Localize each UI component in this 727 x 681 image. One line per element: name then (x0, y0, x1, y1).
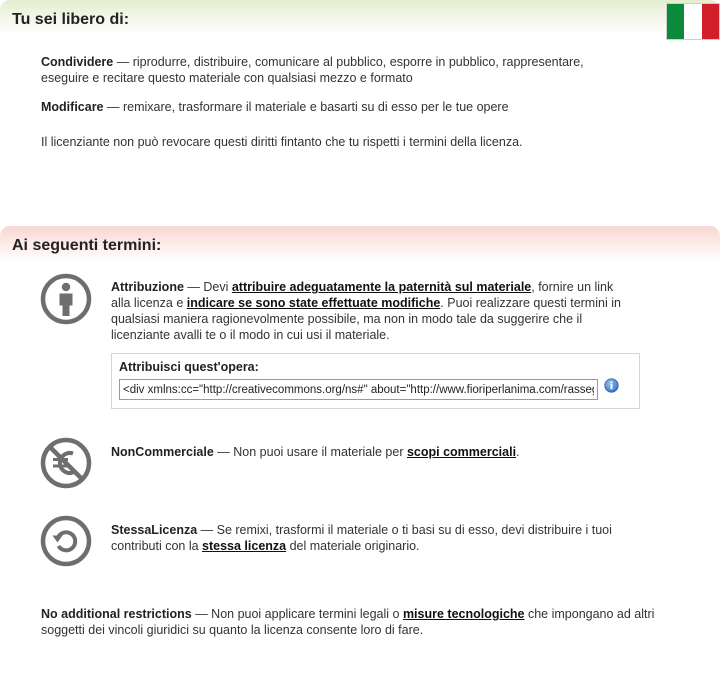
adapt-paragraph (41, 99, 641, 115)
same-license-link[interactable]: stessa licenza (202, 539, 287, 553)
sharealike-paragraph (111, 522, 651, 554)
attribution-link[interactable]: attribuire adeguatamente la paternità sul materiale (231, 280, 532, 294)
attribute-work-label: Attribuisci quest'opera: (119, 360, 259, 374)
share-text: — riprodurre, distribuire, comunicare al pubblico, esporre in pubblico, rappresentare, eseguire e recitare questo materiale con qualsiasi mezzo e formato (41, 55, 584, 85)
indicate-changes-link[interactable]: indicare se sono state effettuate modifiche (186, 296, 441, 310)
commercial-purposes-link[interactable]: scopi commerciali (406, 445, 517, 459)
freedoms-heading: Tu sei libero di: (12, 11, 130, 28)
sharealike-text-1: — Se remixi, trasformi il materiale o ti basi su di esso, devi distribuire i tuoi contributi con la (111, 523, 612, 553)
share-paragraph (41, 54, 621, 86)
noncommercial-paragraph (111, 444, 631, 460)
share-alike-icon (40, 515, 92, 567)
terms-heading: Ai seguenti termini: (12, 237, 162, 254)
flag-stripe-red (702, 4, 719, 39)
attribution-code-input[interactable] (119, 379, 598, 400)
revoke-text: Il licenziante non può revocare questi diritti fintanto che tu rispetti i termini della licenza. (41, 135, 523, 149)
share-title: Condividere (41, 55, 114, 69)
attribute-work-box (111, 353, 640, 409)
no-restrictions-title: No additional restrictions (41, 607, 192, 621)
sharealike-title: StessaLicenza (111, 523, 198, 537)
technological-measures-link[interactable]: misure tecnologiche (402, 607, 525, 621)
no-restrictions-text-2: che impongano ad altri soggetti dei vincoli giuridici su quanto la licenza consente loro di fare. (41, 607, 655, 637)
noncommercial-text-2: . (516, 445, 520, 459)
revoke-paragraph (41, 134, 661, 150)
non-commercial-euro-icon (40, 437, 92, 489)
adapt-text: — remixare, trasformare il materiale e basarti su di esso per le tue opere (103, 100, 509, 114)
noncommercial-title: NonCommerciale (111, 445, 214, 459)
freedoms-header (0, 0, 720, 36)
attribution-paragraph (111, 279, 631, 343)
flag-stripe-white (684, 4, 701, 39)
attribution-title: Attribuzione (111, 280, 184, 294)
attribution-person-icon (40, 273, 92, 325)
no-restrictions-text-1: — Non puoi applicare termini legali o (191, 607, 403, 621)
info-icon[interactable] (604, 378, 619, 393)
adapt-title: Modificare (41, 100, 104, 114)
italian-flag-icon[interactable] (666, 3, 720, 40)
flag-stripe-green (667, 4, 684, 39)
attribution-text-1: — Devi (183, 280, 232, 294)
attribution-text-3: . Puoi realizzare questi termini in qualsiasi maniera ragionevolmente possibile, ma non in modo tale da suggerire che il licenziante avalli te o il modo in cui usi il materiale. (111, 296, 621, 342)
attribution-text-2: , fornire un link alla licenza e (111, 280, 614, 310)
sharealike-text-2: del materiale originario. (286, 539, 420, 553)
noncommercial-text-1: — Non puoi usare il materiale per (213, 445, 407, 459)
no-restrictions-paragraph (41, 606, 701, 638)
terms-header (0, 226, 720, 262)
